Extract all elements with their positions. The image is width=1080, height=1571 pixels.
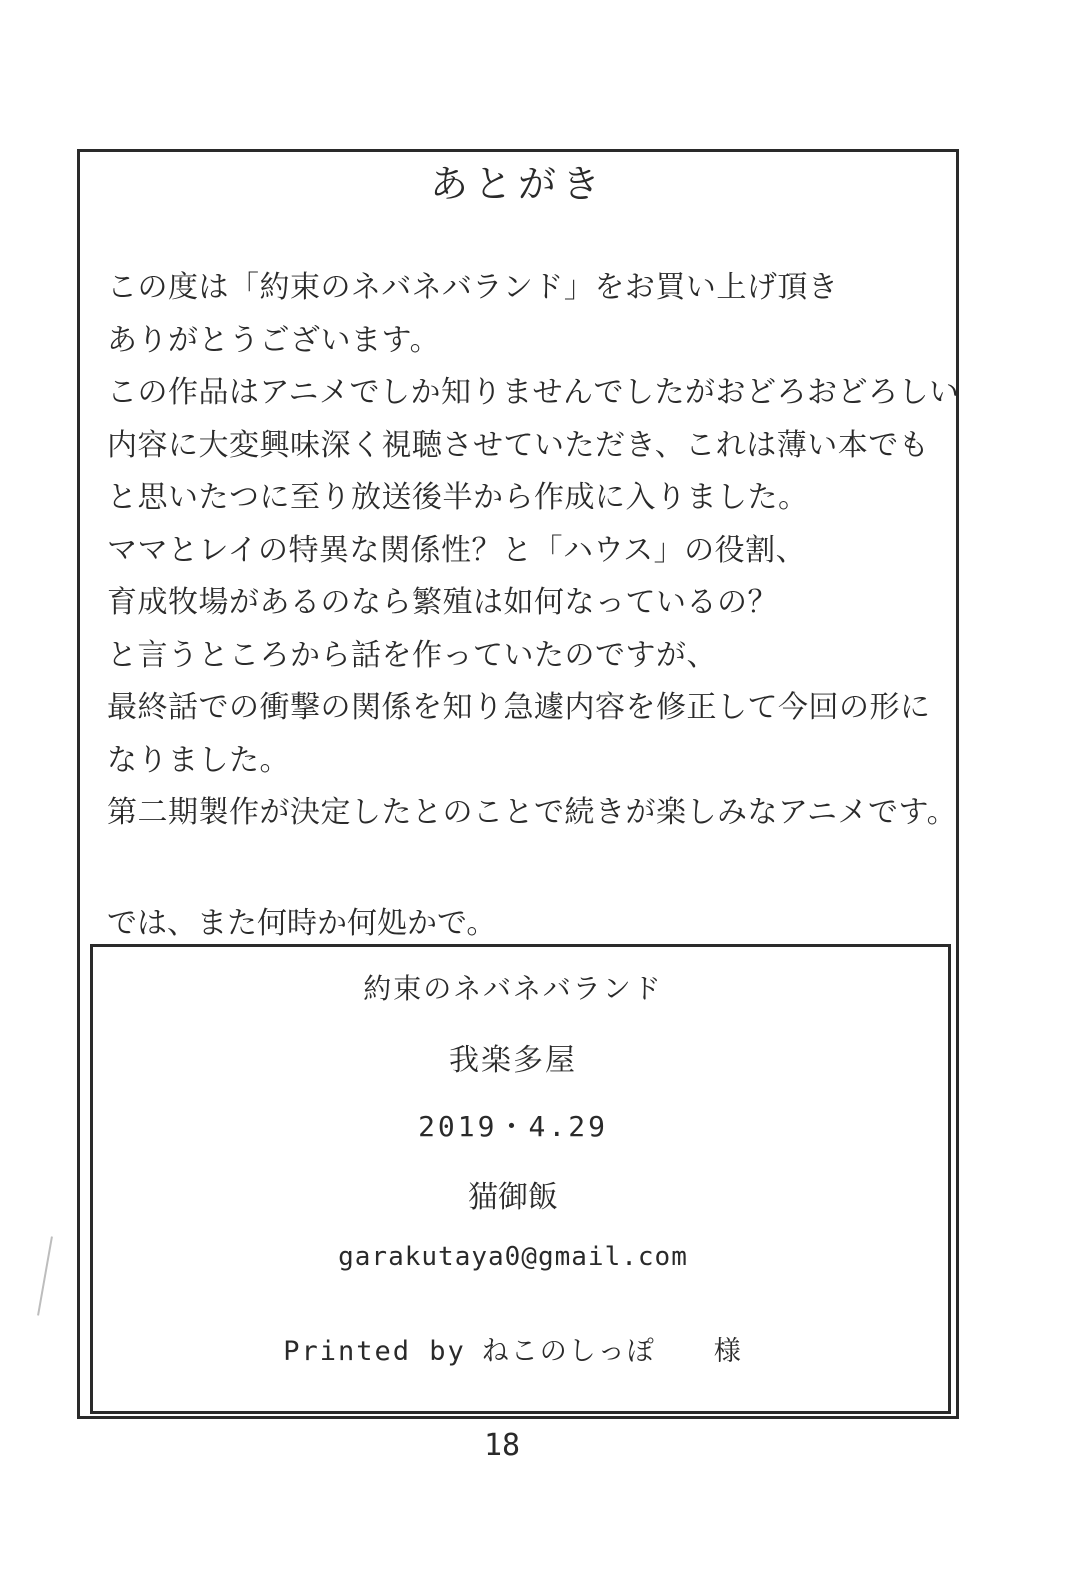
printer-honorific: 様 xyxy=(713,1336,743,1367)
scan-edge-mark xyxy=(37,1236,53,1315)
afterword-body xyxy=(107,262,960,840)
afterword-line: この作品はアニメでしか知りませんでしたがおどろおどろしい xyxy=(107,375,960,410)
colophon-date: 2019・4.29 xyxy=(418,1110,608,1143)
afterword-line: と言うところから話を作っていたのですが、 xyxy=(107,637,717,673)
afterword-line: なりました。 xyxy=(107,742,290,778)
colophon-circle-name: 我楽多屋 xyxy=(449,1043,577,1078)
colophon-printer xyxy=(93,1329,933,1368)
colophon-book-title: 約束のネバネバランド xyxy=(363,972,663,1005)
afterword-line: 育成牧場があるのなら繁殖は如何なっているの？ xyxy=(107,585,778,620)
printed-by-label: Printed by xyxy=(283,1336,466,1367)
afterword-line: この度は「約束のネバネバランド」をお買い上げ頂き xyxy=(107,270,839,305)
colophon-box xyxy=(90,944,951,1414)
colophon-email: garakutaya0@gmail.com xyxy=(338,1242,688,1272)
afterword-line: と思いたつに至り放送後半から作成に入りました。 xyxy=(107,480,809,515)
afterword-line: 内容に大変興味深く視聴させていただき、これは薄い本でも xyxy=(107,427,930,463)
afterword-line: 第二期製作が決定したとのことで続きが楽しみなアニメです。 xyxy=(107,795,958,830)
colophon-author: 猫御飯 xyxy=(468,1180,558,1215)
afterword-title: あとがき xyxy=(429,162,606,206)
afterword-closing: では、また何時か何処かで。 xyxy=(107,906,497,941)
afterword-line: ママとレイの特異な関係性？と「ハウス」の役割、 xyxy=(107,532,807,568)
printer-name: ねこのしっぽ xyxy=(481,1336,656,1367)
page-number: 18 xyxy=(483,1428,521,1463)
afterword-line: 最終話での衝撃の関係を知り急遽内容を修正して今回の形に xyxy=(107,690,931,725)
afterword-line: ありがとうございます。 xyxy=(107,322,441,358)
